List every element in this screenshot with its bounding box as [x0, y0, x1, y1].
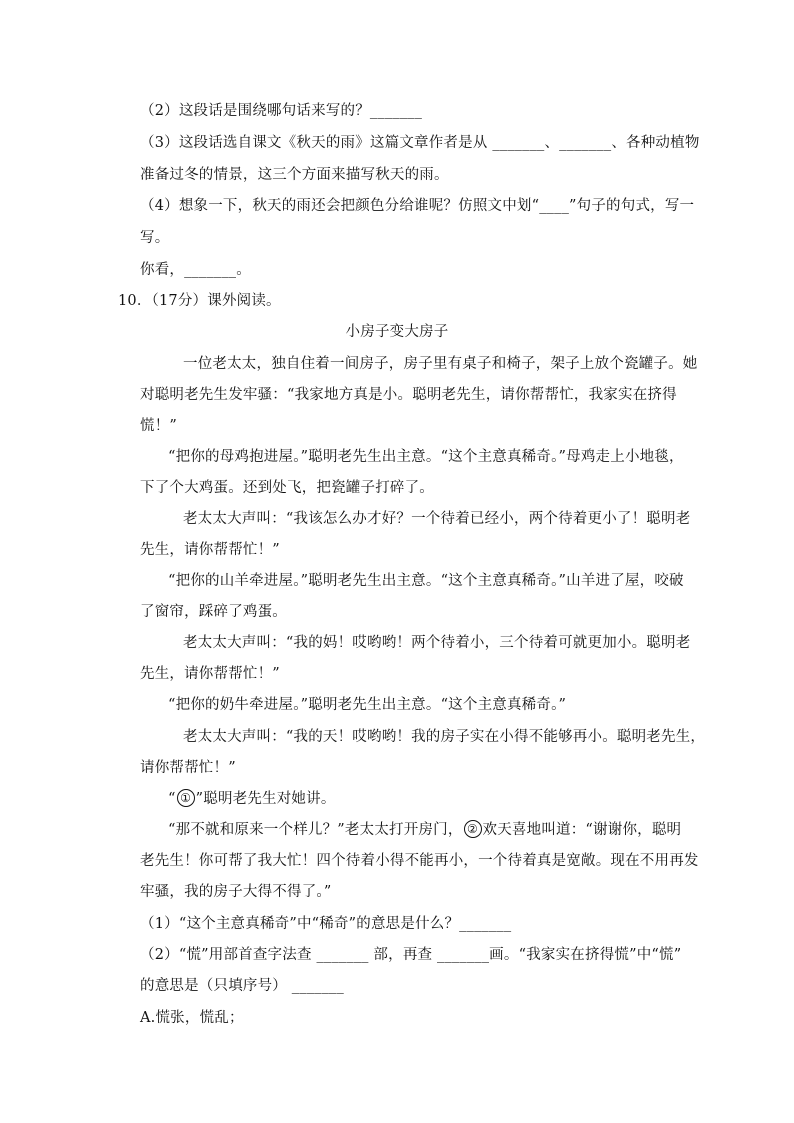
- sub-question-1: （1）“这个主意真稀奇”中“稀奇”的意思是什么？_______: [140, 916, 512, 932]
- passage-paragraph-line: 了窗帘，踩碎了鸡蛋。: [140, 604, 287, 620]
- passage-paragraph-line: 慌！”: [140, 418, 178, 434]
- passage-paragraph-line: “把你的山羊牵进屋。”聪明老先生出主意。“这个主意真稀奇。”山羊进了屋，咬破: [168, 573, 684, 589]
- passage-paragraph-line: 老太太大声叫：“我的妈！哎哟哟！两个待着小，三个待着可就更加小。聪明老: [183, 635, 691, 651]
- passage-paragraph-line: “把你的奶牛牵进屋。”聪明老先生出主意。“这个主意真稀奇。”: [168, 697, 567, 713]
- line-text-post: 欢天喜地叫道：“谢谢你，聪明: [482, 822, 682, 838]
- passage-paragraph-line: 老先生！你可帮了我大忙！四个待着小得不能再小，一个待着真是宽敞。现在不用再发: [140, 853, 699, 869]
- line-text-post: ”聪明老先生对她讲。: [195, 791, 336, 807]
- blank-marker-2: ②: [464, 820, 482, 838]
- passage-paragraph-line: [168, 820, 681, 840]
- question-4-line-2: 写。: [140, 230, 170, 246]
- passage-paragraph-line: 请你帮帮忙！”: [140, 760, 236, 776]
- passage-paragraph-line: 先生，请你帮帮忙！”: [140, 542, 280, 558]
- question-2-line: （2）这段话是围绕哪句话来写的？_______: [140, 103, 423, 119]
- blank-marker-1: ①: [177, 789, 195, 807]
- question-10-heading: 10．（17分）课外阅读。: [118, 293, 281, 309]
- answer-prompt-line: 你看，_______。: [140, 262, 251, 278]
- passage-paragraph-line: 牢骚，我的房子大得不得了。”: [140, 884, 332, 900]
- passage-paragraph-line: 下了个大鸡蛋。还到处飞，把瓷罐子打碎了。: [140, 480, 434, 496]
- passage-paragraph-line: 对聪明老先生发牢骚：“我家地方真是小。聪明老先生，请你帮帮忙，我家实在挤得: [140, 387, 677, 403]
- sub-question-2-line-2: 的意思是（只填序号） _______: [140, 978, 344, 994]
- question-3-line-1: （3）这段话选自课文《秋天的雨》这篇文章作者是从 _______、_______、各种动植物: [140, 135, 700, 151]
- line-text-pre: “那不就和原来一个样儿？”老太太打开房门，: [168, 822, 463, 838]
- passage-paragraph-line: 先生，请你帮帮忙！”: [140, 666, 280, 682]
- passage-title: 小房子变大房子: [345, 324, 449, 340]
- passage-paragraph-line: “把你的母鸡抱进屋。”聪明老先生出主意。“这个主意真稀奇。”母鸡走上小地毯，: [168, 449, 684, 465]
- line-text-pre: “: [168, 791, 176, 807]
- question-3-line-2: 准备过冬的情景，这三个方面来描写秋天的雨。: [140, 167, 449, 183]
- passage-paragraph-line: 老太太大声叫：“我该怎么办才好？一个待着已经小，两个待着更小了！聪明老: [183, 511, 691, 527]
- sub-question-2-line-1: （2）“慌”用部首查字法查 _______ 部，再查 _______画。“我家实在挤得慌”中“慌”: [140, 947, 682, 963]
- question-4-line-1: （4）想象一下，秋天的雨还会把颜色分给谁呢？仿照文中划“____”句子的句式，写一: [140, 198, 695, 214]
- option-a: A.慌张，慌乱；: [140, 1010, 244, 1026]
- passage-paragraph-line: [168, 789, 336, 809]
- passage-paragraph-line: 一位老太太，独自住着一间房子，房子里有桌子和椅子，架子上放个瓷罐子。她: [183, 356, 698, 372]
- passage-paragraph-line: 老太太大声叫：“我的天！哎哟哟！我的房子实在小得不能够再小。聪明老先生，: [183, 729, 706, 745]
